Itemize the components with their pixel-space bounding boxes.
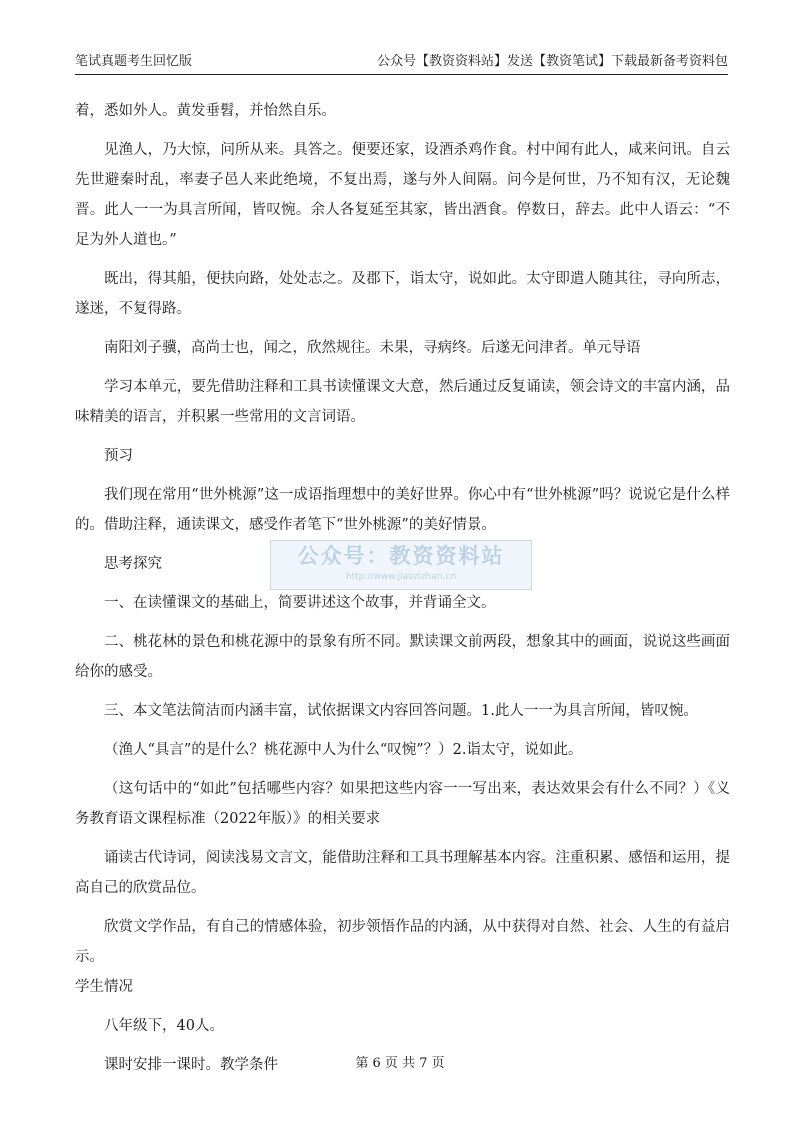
paragraph: 学习本单元，要先借助注释和工具书读懂课文大意，然后通过反复诵读，领会诗文的丰富内涵，品味精美的语言，并积累一些常用的文言词语。 [75,379,730,425]
document-body [75,96,730,1089]
paragraph: 诵读古代诗词，阅读浅易文言文，能借助注释和工具书理解基本内容。注重积累、感悟和运用，提高自己的欣赏品位。 [75,850,730,896]
section-heading-explore: 思考探究 [104,556,162,572]
header-title: 笔试真题考生回忆版 [75,54,193,69]
watermark-title: 公众号：教资资料站 [297,544,505,568]
watermark [270,540,532,590]
paragraph: 既出，得其船，便扶向路，处处志之。及郡下，诣太守，说如此。太守即遣人随其往，寻向所志，遂迷，不复得路。 [75,271,730,317]
paragraph: （这句话中的“如此”包括哪些内容？如果把这些内容一一写出来，表达效果会有什么不同？）《义务教育语文课程标准（2022年版）》的相关要求 [75,781,730,827]
question-2: 二、桃花林的景色和桃花源中的景象有所不同。默读课文前两段，想象其中的画面，说说这些画面给你的感受。 [75,634,730,680]
paragraph: 我们现在常用“世外桃源”这一成语指理想中的美好世界。你心中有“世外桃源”吗？说说它是什么样的。借助注释，通读课文，感受作者笔下“世外桃源”的美好情景。 [75,487,730,533]
section-heading-preview: 预习 [104,448,133,464]
page-header [75,52,728,75]
question-1: 一、在读懂课文的基础上，简要讲述这个故事，并背诵全文。 [104,595,496,611]
watermark-url: http://www.jiaozizhan.cn [345,572,457,582]
paragraph: （渔人“具言”的是什么？桃花源中人为什么“叹惋”？）2.诣太守，说如此。 [104,742,583,758]
header-promo: 公众号【教资资料站】发送【教资笔试】下载最新备考资料包 [376,54,728,69]
question-3: 三、本文笔法简洁而内涵丰富，试依据课文内容回答问题。1.此人一一为具言所闻，皆叹惋。 [104,703,698,719]
paragraph: 八年级下，40人。 [104,1018,224,1034]
paragraph: 见渔人，乃大惊，问所从来。具答之。便要还家，设酒杀鸡作食。村中闻有此人，咸来问讯。自云先世避秦时乱，率妻子邑人来此绝境，不复出焉，遂与外人间隔。问今是何世，乃不知有汉，无论魏晋。此人一一为具言所闻，皆叹惋。余人各复延至其家，皆出酒食。停数日，辞去。此中人语云：“不足为外人道也。” [75,142,730,248]
page-number: 第 6 页 共 7 页 [355,1056,445,1071]
paragraph: 南阳刘子骥，高尚士也，闻之，欣然规往。未果，寻病终。后遂无问津者。单元导语 [104,340,641,356]
paragraph: 课时安排一课时。教学条件 [104,1057,278,1073]
paragraph: 着，悉如外人。黄发垂髫，并怡然自乐。 [75,103,336,119]
section-heading-students: 学生情况 [75,979,133,995]
paragraph: 欣赏文学作品，有自己的情感体验，初步领悟作品的内涵，从中获得对自然、社会、人生的有益启示。 [75,919,730,965]
